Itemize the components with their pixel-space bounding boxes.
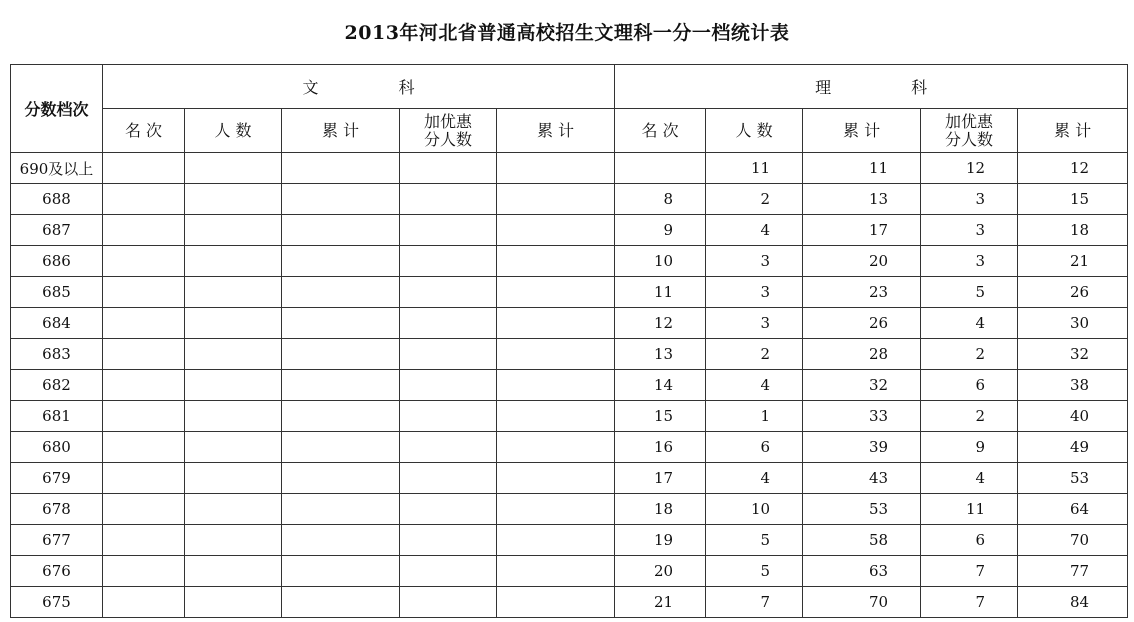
li-cumulative-cell: 13 — [803, 184, 921, 215]
wen-cumulative-cell — [282, 370, 400, 401]
li-cumulative-cell: 70 — [803, 587, 921, 618]
li-rank-header: 名 次 — [615, 109, 706, 153]
wen-bonus-count-cell — [400, 370, 497, 401]
li-count-cell: 3 — [706, 277, 803, 308]
wen-cumulative-cell — [282, 401, 400, 432]
wen-bonus-count-cell — [400, 401, 497, 432]
wen-rank-cell — [103, 308, 185, 339]
li-rank-cell: 8 — [615, 184, 706, 215]
wen-rank-cell — [103, 184, 185, 215]
column-header-row — [11, 109, 1128, 153]
wen-cumulative-cell — [282, 153, 400, 184]
wen-bonus-cumulative-cell — [497, 153, 615, 184]
wen-count-cell — [185, 277, 282, 308]
wen-count-cell — [185, 494, 282, 525]
li-bonus-cumulative-cell: 53 — [1018, 463, 1128, 494]
score-cell: 675 — [11, 587, 103, 618]
li-count-cell: 1 — [706, 401, 803, 432]
wen-bonus-cumulative-cell — [497, 587, 615, 618]
table-row — [11, 215, 1128, 246]
li-count-cell: 5 — [706, 525, 803, 556]
li-bonus-count-cell: 12 — [921, 153, 1018, 184]
wen-cumulative-cell — [282, 587, 400, 618]
li-bonus-cumulative-cell: 40 — [1018, 401, 1128, 432]
wen-cumulative-cell — [282, 525, 400, 556]
wen-cumulative-cell — [282, 308, 400, 339]
li-bonus-count-cell: 6 — [921, 370, 1018, 401]
wen-bonus-cumulative-cell — [497, 556, 615, 587]
table-row — [11, 184, 1128, 215]
li-bonus-cumulative-cell: 49 — [1018, 432, 1128, 463]
score-cell: 677 — [11, 525, 103, 556]
li-cumulative-cell: 63 — [803, 556, 921, 587]
wen-bonus-cumulative-cell — [497, 184, 615, 215]
score-cell: 679 — [11, 463, 103, 494]
wen-bonus-cumulative-header: 累 计 — [497, 109, 615, 153]
wen-bonus-count-cell — [400, 494, 497, 525]
wen-cumulative-cell — [282, 494, 400, 525]
score-cell: 690及以上 — [11, 153, 103, 184]
li-rank-cell: 13 — [615, 339, 706, 370]
wen-rank-cell — [103, 432, 185, 463]
wen-rank-cell — [103, 494, 185, 525]
li-bonus-cumulative-cell: 77 — [1018, 556, 1128, 587]
wen-bonus-cumulative-cell — [497, 432, 615, 463]
wen-cumulative-cell — [282, 246, 400, 277]
wen-bonus-cumulative-cell — [497, 370, 615, 401]
li-bonus-cumulative-cell: 70 — [1018, 525, 1128, 556]
wen-count-cell — [185, 587, 282, 618]
wen-bonus-cumulative-cell — [497, 277, 615, 308]
table-row — [11, 401, 1128, 432]
li-bonus-cumulative-cell: 84 — [1018, 587, 1128, 618]
li-cumulative-cell: 17 — [803, 215, 921, 246]
wen-cumulative-cell — [282, 556, 400, 587]
li-rank-cell: 17 — [615, 463, 706, 494]
score-cell: 685 — [11, 277, 103, 308]
table-row — [11, 339, 1128, 370]
wen-cumulative-cell — [282, 215, 400, 246]
wen-count-cell — [185, 525, 282, 556]
li-bonus-count-cell: 3 — [921, 246, 1018, 277]
li-rank-cell — [615, 153, 706, 184]
li-count-cell: 3 — [706, 246, 803, 277]
group-header-row — [11, 65, 1128, 109]
table-row — [11, 525, 1128, 556]
wen-count-cell — [185, 339, 282, 370]
table-row — [11, 308, 1128, 339]
wen-count-cell — [185, 184, 282, 215]
wen-count-cell — [185, 215, 282, 246]
wen-cumulative-cell — [282, 432, 400, 463]
li-bonus-cumulative-cell: 18 — [1018, 215, 1128, 246]
li-bonus-cumulative-header: 累 计 — [1018, 109, 1128, 153]
page-title: 2013年河北省普通高校招生文理科一分一档统计表 — [344, 22, 790, 44]
li-cumulative-cell: 32 — [803, 370, 921, 401]
li-group-header: 理 科 — [615, 65, 1128, 109]
wen-bonus-header-line1: 加优惠 — [423, 111, 472, 131]
li-bonus-count-cell: 4 — [921, 463, 1018, 494]
wen-bonus-cumulative-cell — [497, 401, 615, 432]
wen-rank-cell — [103, 153, 185, 184]
li-bonus-count-cell: 6 — [921, 525, 1018, 556]
li-count-cell: 5 — [706, 556, 803, 587]
score-cell: 681 — [11, 401, 103, 432]
wen-bonus-count-cell — [400, 525, 497, 556]
li-bonus-cumulative-cell: 12 — [1018, 153, 1128, 184]
li-rank-cell: 19 — [615, 525, 706, 556]
li-cumulative-cell: 33 — [803, 401, 921, 432]
li-bonus-cumulative-cell: 21 — [1018, 246, 1128, 277]
li-cumulative-cell: 20 — [803, 246, 921, 277]
score-cell: 686 — [11, 246, 103, 277]
score-table — [10, 64, 1128, 618]
li-cumulative-cell: 11 — [803, 153, 921, 184]
wen-bonus-cumulative-cell — [497, 215, 615, 246]
li-cumulative-cell: 39 — [803, 432, 921, 463]
li-rank-cell: 14 — [615, 370, 706, 401]
wen-cumulative-cell — [282, 277, 400, 308]
wen-rank-cell — [103, 463, 185, 494]
wen-count-cell — [185, 432, 282, 463]
li-count-cell: 4 — [706, 463, 803, 494]
wen-count-cell — [185, 246, 282, 277]
li-bonus-header-line2: 分人数 — [945, 129, 994, 149]
li-bonus-count-cell: 9 — [921, 432, 1018, 463]
li-bonus-header-line1: 加优惠 — [945, 111, 994, 131]
li-count-cell: 11 — [706, 153, 803, 184]
li-count-cell: 7 — [706, 587, 803, 618]
wen-group-header: 文 科 — [103, 65, 615, 109]
li-cumulative-cell: 53 — [803, 494, 921, 525]
wen-rank-header: 名 次 — [103, 109, 185, 153]
li-bonus-cumulative-cell: 32 — [1018, 339, 1128, 370]
score-cell: 682 — [11, 370, 103, 401]
wen-count-cell — [185, 401, 282, 432]
score-cell: 688 — [11, 184, 103, 215]
wen-cumulative-header: 累 计 — [282, 109, 400, 153]
table-row — [11, 246, 1128, 277]
score-cell: 687 — [11, 215, 103, 246]
table-row — [11, 153, 1128, 184]
score-cell: 678 — [11, 494, 103, 525]
score-cell: 684 — [11, 308, 103, 339]
li-cumulative-cell: 58 — [803, 525, 921, 556]
wen-rank-cell — [103, 370, 185, 401]
wen-rank-cell — [103, 587, 185, 618]
wen-rank-cell — [103, 556, 185, 587]
score-column-header: 分数档次 — [11, 65, 103, 153]
wen-count-cell — [185, 463, 282, 494]
wen-bonus-count-cell — [400, 463, 497, 494]
wen-bonus-count-cell — [400, 587, 497, 618]
li-bonus-cumulative-cell: 30 — [1018, 308, 1128, 339]
wen-rank-cell — [103, 401, 185, 432]
table-row — [11, 463, 1128, 494]
wen-cumulative-cell — [282, 463, 400, 494]
table-row — [11, 370, 1128, 401]
li-rank-cell: 20 — [615, 556, 706, 587]
li-cumulative-cell: 28 — [803, 339, 921, 370]
wen-rank-cell — [103, 215, 185, 246]
wen-count-cell — [185, 308, 282, 339]
li-rank-cell: 18 — [615, 494, 706, 525]
wen-count-cell — [185, 153, 282, 184]
wen-cumulative-cell — [282, 184, 400, 215]
wen-count-header: 人 数 — [185, 109, 282, 153]
li-count-cell: 6 — [706, 432, 803, 463]
li-bonus-count-cell: 3 — [921, 184, 1018, 215]
li-cumulative-cell: 43 — [803, 463, 921, 494]
li-bonus-header — [921, 109, 1018, 153]
score-cell: 683 — [11, 339, 103, 370]
li-bonus-cumulative-cell: 15 — [1018, 184, 1128, 215]
li-count-cell: 4 — [706, 370, 803, 401]
wen-bonus-cumulative-cell — [497, 339, 615, 370]
wen-rank-cell — [103, 246, 185, 277]
li-count-cell: 2 — [706, 339, 803, 370]
wen-bonus-cumulative-cell — [497, 463, 615, 494]
table-row — [11, 587, 1128, 618]
wen-bonus-header — [400, 109, 497, 153]
li-cumulative-cell: 23 — [803, 277, 921, 308]
wen-bonus-count-cell — [400, 246, 497, 277]
wen-bonus-cumulative-cell — [497, 308, 615, 339]
li-bonus-count-cell: 4 — [921, 308, 1018, 339]
wen-rank-cell — [103, 277, 185, 308]
li-rank-cell: 10 — [615, 246, 706, 277]
li-count-cell: 2 — [706, 184, 803, 215]
li-bonus-cumulative-cell: 64 — [1018, 494, 1128, 525]
li-bonus-cumulative-cell: 38 — [1018, 370, 1128, 401]
li-rank-cell: 15 — [615, 401, 706, 432]
wen-bonus-count-cell — [400, 277, 497, 308]
li-bonus-count-cell: 2 — [921, 339, 1018, 370]
table-row — [11, 277, 1128, 308]
wen-bonus-count-cell — [400, 215, 497, 246]
wen-bonus-count-cell — [400, 308, 497, 339]
li-rank-cell: 9 — [615, 215, 706, 246]
wen-count-cell — [185, 370, 282, 401]
li-rank-cell: 16 — [615, 432, 706, 463]
wen-bonus-header-line2: 分人数 — [423, 129, 472, 149]
li-bonus-count-cell: 7 — [921, 587, 1018, 618]
li-rank-cell: 21 — [615, 587, 706, 618]
wen-cumulative-cell — [282, 339, 400, 370]
wen-bonus-cumulative-cell — [497, 525, 615, 556]
wen-bonus-count-cell — [400, 339, 497, 370]
li-rank-cell: 11 — [615, 277, 706, 308]
wen-bonus-count-cell — [400, 153, 497, 184]
li-bonus-cumulative-cell: 26 — [1018, 277, 1128, 308]
wen-rank-cell — [103, 525, 185, 556]
wen-bonus-count-cell — [400, 556, 497, 587]
li-rank-cell: 12 — [615, 308, 706, 339]
li-bonus-count-cell: 5 — [921, 277, 1018, 308]
li-cumulative-cell: 26 — [803, 308, 921, 339]
wen-rank-cell — [103, 339, 185, 370]
li-bonus-count-cell: 7 — [921, 556, 1018, 587]
li-count-header: 人 数 — [706, 109, 803, 153]
score-cell: 680 — [11, 432, 103, 463]
table-row — [11, 494, 1128, 525]
wen-bonus-count-cell — [400, 432, 497, 463]
li-count-cell: 4 — [706, 215, 803, 246]
li-count-cell: 10 — [706, 494, 803, 525]
li-cumulative-header: 累 计 — [803, 109, 921, 153]
wen-bonus-cumulative-cell — [497, 494, 615, 525]
table-row — [11, 556, 1128, 587]
table-row — [11, 432, 1128, 463]
li-bonus-count-cell: 11 — [921, 494, 1018, 525]
li-count-cell: 3 — [706, 308, 803, 339]
score-cell: 676 — [11, 556, 103, 587]
li-bonus-count-cell: 2 — [921, 401, 1018, 432]
li-bonus-count-cell: 3 — [921, 215, 1018, 246]
wen-bonus-cumulative-cell — [497, 246, 615, 277]
table-body — [11, 153, 1128, 618]
wen-bonus-count-cell — [400, 184, 497, 215]
wen-count-cell — [185, 556, 282, 587]
